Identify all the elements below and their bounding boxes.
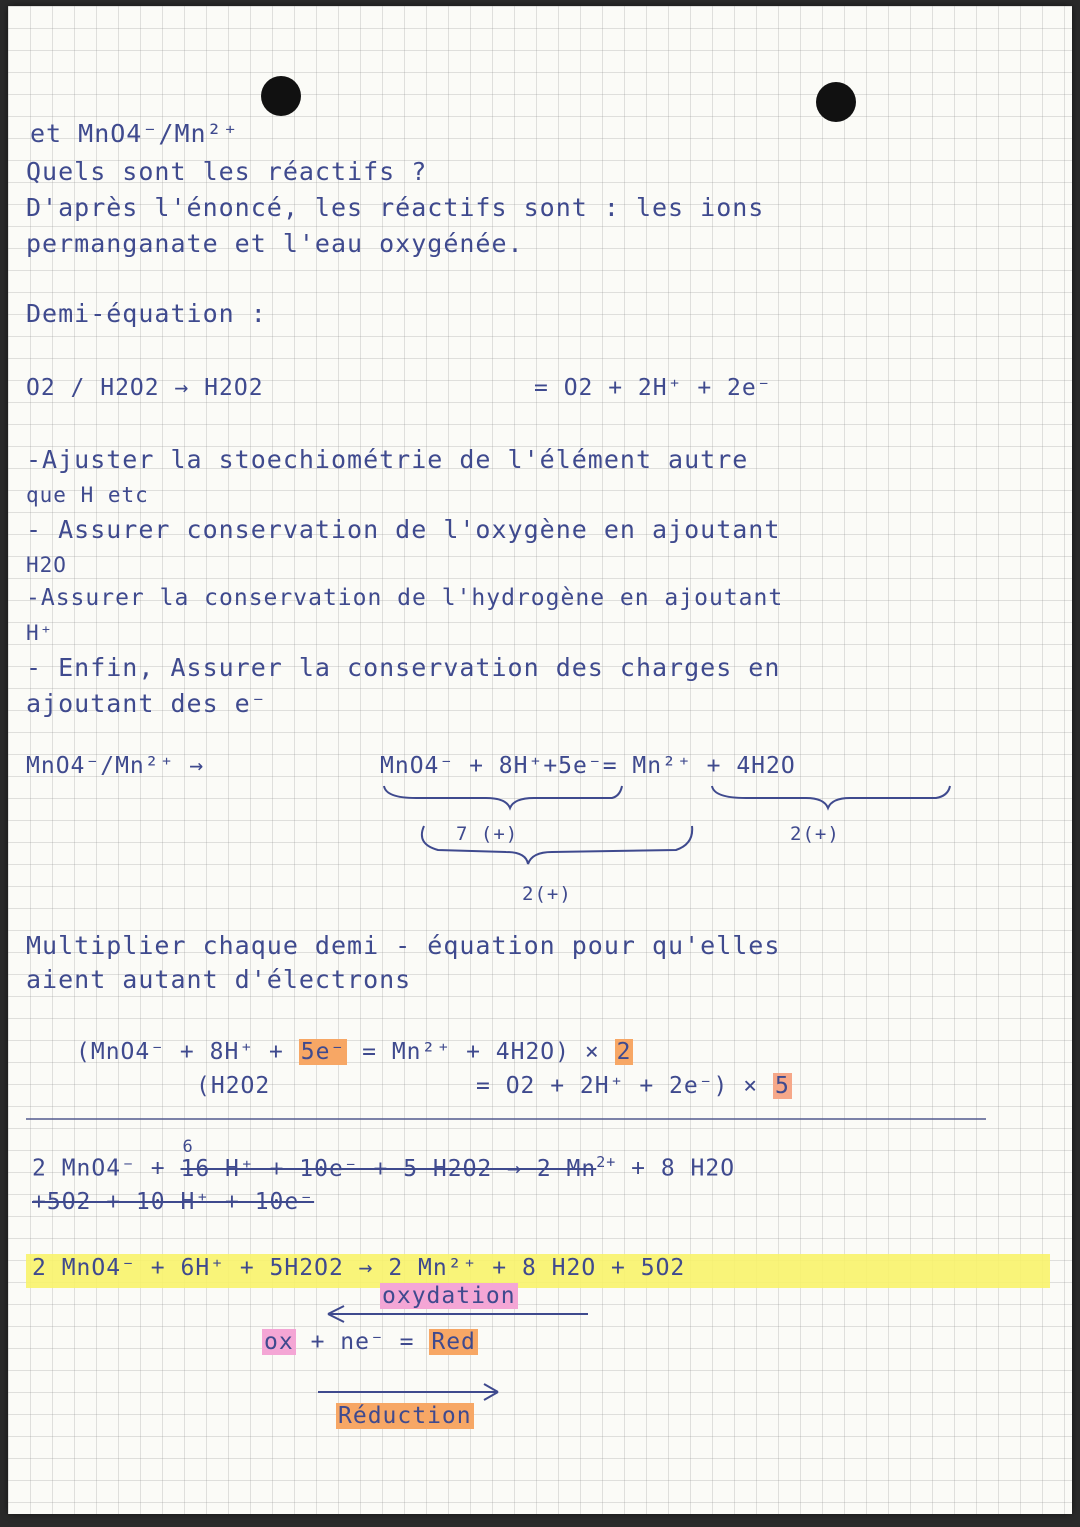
oxydation-label: oxydation (382, 1283, 516, 1309)
punch-hole-right (816, 82, 856, 122)
ox-highlight: ox (264, 1329, 294, 1355)
rule-1-line-1: -Ajuster la stoechiométrie de l'élément autre (26, 445, 749, 474)
reduction-label: Réduction (338, 1403, 472, 1429)
notebook-page (8, 6, 1072, 1514)
red-highlight: Red (431, 1329, 476, 1355)
factor-5-highlight: 5 (774, 1073, 790, 1099)
answer-line-1: D'après l'énoncé, les réactifs sont : les ions (26, 193, 765, 222)
rule-2-line-1: - Assurer conservation de l'oxygène en ajoutant (26, 515, 781, 544)
question-line: Quels sont les réactifs ? (26, 157, 428, 186)
punch-hole-left (261, 76, 301, 116)
rule-3-line-1: -Assurer la conservation de l'hydrogène en ajoutant (26, 585, 784, 611)
answer-line-2: permanganate et l'eau oxygénée. (26, 229, 524, 258)
charge-bottom: 2(+) (522, 883, 572, 905)
mn-couple: MnO4⁻/Mn²⁺ → (26, 753, 205, 779)
charge-right: 2(+) (790, 823, 840, 845)
rule-3-line-2: H⁺ (26, 621, 54, 645)
final-equation: 2 MnO4⁻ + 6H⁺ + 5H2O2 → 2 Mn²⁺ + 8 H2O + 5O2 (32, 1255, 686, 1281)
sum-separator (26, 1118, 986, 1120)
rule-4-line-1: - Enfin, Assurer la conservation des charges en (26, 653, 781, 682)
sum-line-1: 2 MnO4⁻ + 6 16 H⁺ + 10e⁻ + 5 H2O2 → 2 $Mn^{2+} + 8$ H2O (32, 1136, 736, 1182)
charge-left: 7 (+) (456, 823, 519, 845)
o2-couple: O2 / H2O2 → H2O2 (26, 375, 264, 401)
sum-line-2: +5O2 + 10 H⁺ + 10e⁻ (32, 1189, 315, 1215)
rule-2-line-2: H2O (26, 553, 67, 577)
rule-1-line-2: que H etc (26, 483, 149, 507)
demi-equation-heading: Demi-équation : (26, 299, 267, 328)
multiply-line-2: aient autant d'électrons (26, 965, 412, 994)
system-line-2-left: (H2O2 (196, 1073, 271, 1099)
electrons-5-highlight: 5e⁻ (300, 1039, 346, 1065)
factor-2-highlight: 2 (616, 1039, 632, 1065)
o2-half-equation: = O2 + 2H⁺ + 2e⁻ (534, 375, 772, 401)
rule-4-line-2: ajoutant des e⁻ (26, 689, 267, 718)
corrected-coefficient: 6 (182, 1136, 194, 1157)
redox-relation: ox + ne⁻ = Red (264, 1329, 476, 1355)
multiply-line-1: Multiplier chaque demi - équation pour qu'elles (26, 931, 781, 960)
couple-title: et MnO4⁻/Mn²⁺ (30, 119, 239, 148)
system-line-1: (MnO4⁻ + 8H⁺ + 5e⁻ = Mn²⁺ + 4H2O) × 2 (76, 1039, 632, 1065)
mn-half-equation: MnO4⁻ + 8H⁺+5e⁻= Mn²⁺ + 4H2O (380, 753, 796, 779)
system-line-2-right: = O2 + 2H⁺ + 2e⁻) × 5 (476, 1073, 790, 1099)
